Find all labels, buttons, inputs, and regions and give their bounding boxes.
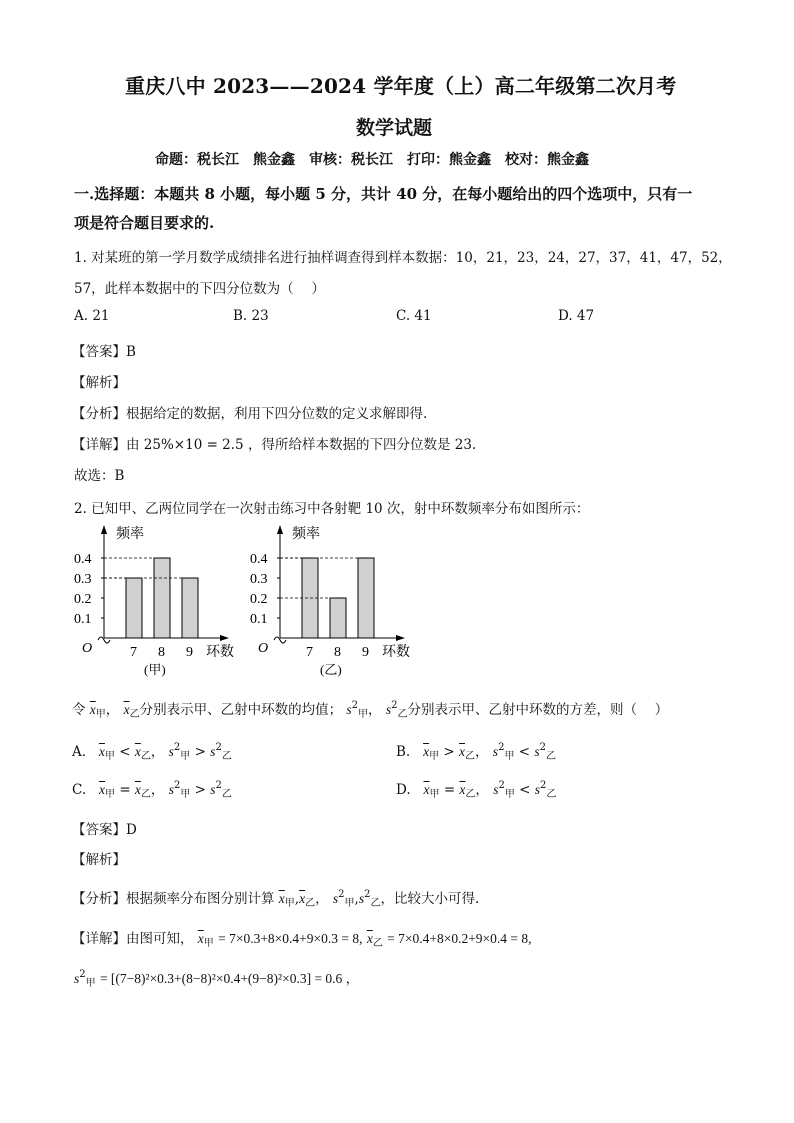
y-tick-label: 0.1 bbox=[250, 612, 268, 627]
bar-7 bbox=[126, 578, 142, 638]
x-axis-arrow bbox=[220, 635, 229, 641]
mean-jia-symbol: $\overline{x}$ bbox=[89, 702, 96, 717]
y-axis-arrow bbox=[277, 525, 283, 534]
bar-9 bbox=[358, 558, 374, 638]
chart-title: (乙) bbox=[320, 662, 342, 677]
credits-line: 命题：税长江 熊金鑫 审核：税长江 打印：熊金鑫 校对：熊金鑫 bbox=[155, 152, 589, 168]
x-axis-label: 环数 bbox=[206, 645, 234, 660]
section-heading-line2: 项是符合题目要求的. bbox=[74, 214, 215, 232]
x-tick-label: 7 bbox=[130, 645, 137, 660]
q2-detail-means: 【详解】由图可知， $\overline{x}_甲 = 7\times 0.3+8\times 0.4+9\times 0.3 = 8$, $\overline{x}_乙 = 7\times 0.4+8\times 0.2+9\times 0.4 = 8$, bbox=[72, 931, 532, 949]
exam-title: 重庆八中 2023——2024 学年度（上）高二年级第二次月考 bbox=[125, 74, 677, 98]
y-tick-label: 0.4 bbox=[74, 552, 92, 567]
q1-choice: 故选：B bbox=[74, 468, 125, 484]
mean-yi-symbol: $\overline{x}$ bbox=[123, 702, 130, 717]
x-axis-arrow bbox=[396, 635, 405, 641]
q2-analysis-tag: 【解析】 bbox=[72, 852, 126, 868]
q1-option-c: C. 41 bbox=[396, 308, 432, 324]
q1-analysis-tag: 【解析】 bbox=[72, 375, 126, 391]
q2-option-d: D. $\overline{x}_甲 = \overline{x}_乙$， $s^2_甲 < s^2_乙$ bbox=[396, 780, 557, 800]
bar-8 bbox=[330, 598, 346, 638]
y-tick-label: 0.1 bbox=[74, 612, 92, 627]
chart-jia bbox=[74, 520, 254, 685]
q2-condition: 令 $\overline{x}_甲$， $\overline{x}_乙$分别表示甲、乙射中环数的均值； $s^2_甲$， $s^2_乙$分别表示甲、乙射中环数的方差，则（ ） bbox=[72, 700, 669, 720]
q2-answer: 【答案】D bbox=[72, 822, 137, 838]
q2-stem: 2. 已知甲、乙两位同学在一次射击练习中各射靶 10 次，射中环数频率分布如图所示： bbox=[74, 501, 590, 517]
y-tick-label: 0.2 bbox=[250, 592, 268, 607]
y-axis-label: 频率 bbox=[292, 527, 320, 542]
q2-option-a: A. $\overline{x}_甲 < \overline{x}_乙$， $s^2_甲 > s^2_乙$ bbox=[72, 742, 232, 762]
q2-detail-variance: $s^2_甲 = [(7-8)^2\times 0.3+(8-8)^2\times 0.4+(9-8)^2\times 0.3] = 0.6$ ， bbox=[74, 969, 360, 989]
subject-title: 数学试题 bbox=[356, 117, 433, 139]
x-tick-label: 8 bbox=[334, 645, 341, 660]
x-tick-label: 7 bbox=[306, 645, 313, 660]
x-axis-label: 环数 bbox=[382, 645, 410, 660]
x-tick-label: 8 bbox=[158, 645, 165, 660]
y-axis-label: 频率 bbox=[116, 527, 144, 542]
origin-label: O bbox=[82, 641, 93, 656]
x-tick-label: 9 bbox=[186, 645, 193, 660]
q1-option-d: D. 47 bbox=[558, 308, 595, 324]
origin-label: O bbox=[258, 641, 269, 656]
bar-8 bbox=[154, 558, 170, 638]
q1-stem-line2: 57，此样本数据中的下四分位数为（ ） bbox=[74, 281, 325, 297]
q1-option-a: A. 21 bbox=[74, 308, 110, 324]
bar-9 bbox=[182, 578, 198, 638]
y-tick-label: 0.3 bbox=[74, 572, 92, 587]
y-tick-label: 0.3 bbox=[250, 572, 268, 587]
y-tick-label: 0.2 bbox=[74, 592, 92, 607]
chart-title: (甲) bbox=[144, 662, 166, 677]
q2-option-b: B. $\overline{x}_甲 > \overline{x}_乙$， $s^2_甲 < s^2_乙$ bbox=[396, 742, 556, 762]
q2-fenxi: 【分析】根据频率分布图分别计算 $\overline{x}_甲,\overline{x}_乙$， $s^2_甲,s^2_乙$，比较大小可得. bbox=[72, 889, 480, 909]
q1-stem-line1: 1. 对某班的第一学月数学成绩排名进行抽样调查得到样本数据：10，21，23，24，27，37，41，47，52， bbox=[74, 250, 732, 266]
y-axis-arrow bbox=[101, 525, 107, 534]
section-heading-line1: 一.选择题：本题共 8 小题，每小题 5 分，共计 40 分，在每小题给出的四个选项中，只有一 bbox=[74, 185, 693, 203]
q2-option-c: C. $\overline{x}_甲 = \overline{x}_乙$， $s^2_甲 > s^2_乙$ bbox=[72, 780, 232, 800]
y-tick-label: 0.4 bbox=[250, 552, 268, 567]
q1-fenxi: 【分析】根据给定的数据，利用下四分位数的定义求解即得. bbox=[72, 406, 428, 422]
chart-yi bbox=[250, 520, 430, 685]
q1-option-b: B. 23 bbox=[233, 308, 269, 324]
x-tick-label: 9 bbox=[362, 645, 369, 660]
q1-detail: 【详解】由 25%×10 = 2.5 ，得所给样本数据的下四分位数是 23. bbox=[72, 437, 477, 453]
q1-answer: 【答案】B bbox=[72, 344, 136, 360]
